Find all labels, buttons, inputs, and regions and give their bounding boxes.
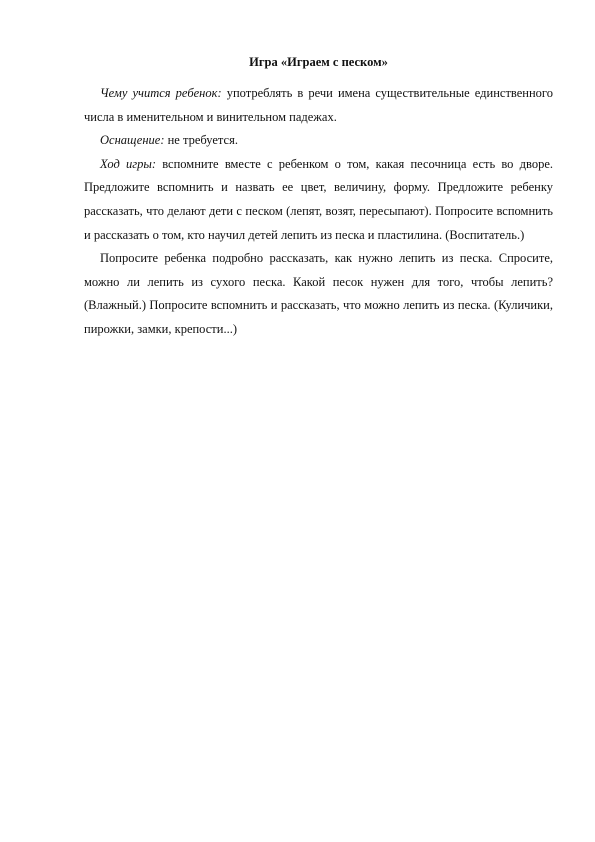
paragraph-label: Ход игры: bbox=[100, 156, 157, 171]
paragraph-learning-goal bbox=[84, 82, 553, 129]
paragraph-text: употреблять в речи имена существительные единственного числа в именительном и винительном падежах. bbox=[84, 86, 554, 124]
paragraph-text: вспомните вместе с ребенком о том, какая песочница есть во дворе. Предложите вспомнить и назвать ее цвет, величину, форму. Предложите ребенку рассказать, что делают дети с песком (лепят, возят, пересыпают). Попросите вспомнить и рассказать о том, кто научил детей лепить из песка и пластилина. (Воспитатель.) bbox=[84, 156, 553, 242]
paragraph-text: не требуется. bbox=[164, 133, 238, 148]
paragraph-modeling bbox=[84, 247, 553, 341]
paragraph-equipment bbox=[84, 129, 553, 153]
paragraph-text: Попросите ребенка подробно рассказать, как нужно лепить из песка. Спросите, можно ли лепить из сухого песка. Какой песок нужен для того, чтобы лепить? (Влажный.) Попросите вспомнить и рассказать, что можно лепить из песка. (Куличики, пирожки, замки, крепости...) bbox=[84, 251, 553, 336]
document-title: Игра «Играем с песком» bbox=[249, 55, 388, 69]
paragraph-game-procedure bbox=[84, 153, 553, 247]
paragraph-label: Оснащение: bbox=[100, 133, 165, 148]
document-page bbox=[84, 54, 553, 342]
paragraph-label: Чему учится ребенок: bbox=[100, 86, 222, 100]
